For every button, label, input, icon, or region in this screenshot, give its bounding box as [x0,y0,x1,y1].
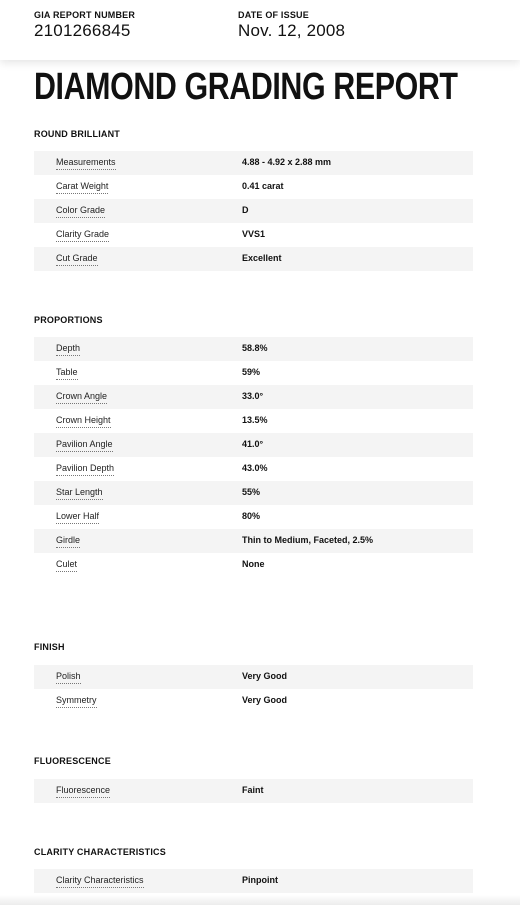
table-row [34,481,473,505]
row-label[interactable]: Pavilion Angle [56,439,113,452]
table-row [34,457,473,481]
date-of-issue-value: Nov. 12, 2008 [238,21,346,40]
row-value: 41.0° [242,439,264,449]
row-value: None [242,559,265,569]
date-of-issue-block [238,10,345,41]
table-row [34,151,473,175]
section-title: FINISH [34,642,65,652]
row-value: 59% [242,367,261,377]
report-header-bar [0,0,520,60]
row-label[interactable]: Crown Height [56,415,111,428]
table-row [34,409,473,433]
table-row [34,223,473,247]
row-value: Excellent [242,253,282,263]
row-label[interactable]: Color Grade [56,205,105,218]
row-label[interactable]: Star Length [56,487,103,500]
row-label[interactable]: Carat Weight [56,181,108,194]
table-row [34,385,473,409]
row-value: Very Good [242,695,288,705]
section-title: FLUORESCENCE [34,756,111,766]
row-label[interactable]: Depth [56,343,80,356]
row-value: 4.88 - 4.92 x 2.88 mm [242,157,332,167]
table-row [34,529,473,553]
section-title: CLARITY CHARACTERISTICS [34,847,166,857]
row-value: 58.8% [242,343,268,353]
details-table [34,151,473,271]
table-row [34,337,473,361]
row-value: VVS1 [242,229,266,239]
row-value: 80% [242,511,261,521]
table-row [34,689,473,713]
page-title: DIAMOND GRADING REPORT [34,66,458,108]
row-value: Thin to Medium, Faceted, 2.5% [242,535,374,545]
row-label[interactable]: Lower Half [56,511,99,524]
date-of-issue-label: DATE OF ISSUE [238,10,309,20]
row-label[interactable]: Polish [56,671,81,684]
row-value: Pinpoint [242,875,278,885]
row-label[interactable]: Symmetry [56,695,97,708]
row-label[interactable]: Culet [56,559,77,572]
details-table [34,869,473,893]
row-value: 55% [242,487,261,497]
report-number-label: GIA REPORT NUMBER [34,10,136,20]
report-number-value: 2101266845 [34,21,131,40]
table-row [34,361,473,385]
section-title: ROUND BRILLIANT [34,129,120,139]
details-table [34,665,473,713]
table-row [34,199,473,223]
report-number-block [34,10,135,41]
details-table [34,337,473,577]
table-row [34,433,473,457]
row-label[interactable]: Crown Angle [56,391,107,404]
table-row [34,779,473,803]
row-value: D [242,205,249,215]
table-row [34,553,473,577]
row-value: 0.41 carat [242,181,284,191]
row-label[interactable]: Table [56,367,78,380]
section-title: PROPORTIONS [34,315,103,325]
table-row [34,247,473,271]
row-value: 33.0° [242,391,264,401]
row-value: Very Good [242,671,288,681]
row-label[interactable]: Measurements [56,157,116,170]
table-row [34,869,473,893]
row-value: 13.5% [242,415,268,425]
table-row [34,505,473,529]
row-value: Faint [242,785,264,795]
table-row [34,665,473,689]
row-label[interactable]: Girdle [56,535,80,548]
row-label[interactable]: Cut Grade [56,253,98,266]
row-label[interactable]: Clarity Grade [56,229,109,242]
row-label[interactable]: Fluorescence [56,785,110,798]
bottom-scroll-fade [0,895,520,905]
table-row [34,175,473,199]
details-table [34,779,473,803]
row-value: 43.0% [242,463,268,473]
row-label[interactable]: Pavilion Depth [56,463,114,476]
row-label[interactable]: Clarity Characteristics [56,875,144,888]
